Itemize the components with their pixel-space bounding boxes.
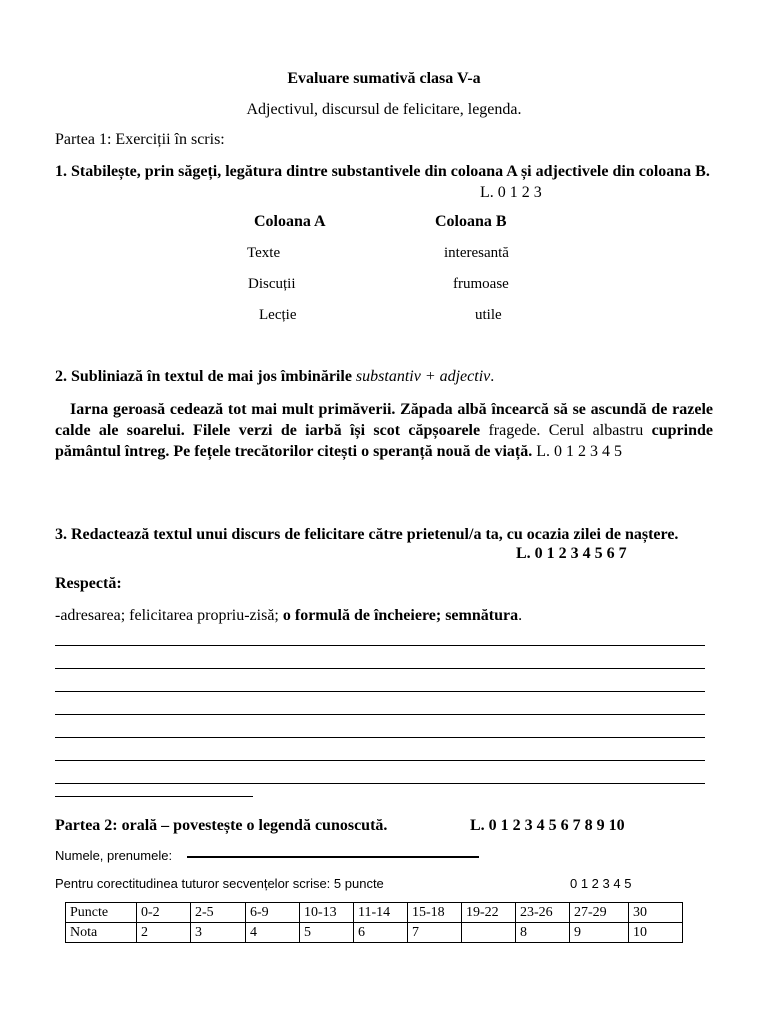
grade-cell: 6 — [354, 923, 408, 943]
grade-cell: 10 — [629, 923, 683, 943]
grades-label: Nota — [66, 923, 137, 943]
writing-line[interactable] — [55, 760, 705, 761]
ex2-italic: substantiv + adjectiv — [355, 368, 491, 385]
grade-cell: 5 — [300, 923, 354, 943]
name-field-line[interactable] — [187, 856, 479, 858]
ex3-instruction — [55, 524, 713, 545]
grade-cell — [462, 923, 516, 943]
points-cell: 11-14 — [354, 903, 408, 923]
grade-cell: 7 — [408, 923, 462, 943]
ex2-end: . — [490, 368, 495, 385]
grade-cell: 8 — [516, 923, 570, 943]
points-cell: 15-18 — [408, 903, 462, 923]
col-a-title: Coloana A — [254, 213, 326, 230]
ex2-score: L. 0 1 2 3 4 5 — [536, 443, 623, 460]
writing-line[interactable] — [55, 668, 705, 669]
writing-line[interactable] — [55, 783, 705, 784]
grade-cell: 9 — [570, 923, 629, 943]
points-cell: 0-2 — [137, 903, 191, 923]
grades-row — [66, 923, 683, 943]
writing-line-short[interactable] — [55, 796, 253, 797]
grade-cell: 4 — [246, 923, 300, 943]
part1-label: Partea 1 — [55, 131, 107, 148]
respect-bold: o formulă de încheiere; semnătura — [282, 607, 519, 624]
points-cell: 23-26 — [516, 903, 570, 923]
part2-score: L. 0 1 2 3 4 5 6 7 8 9 10 — [470, 817, 625, 834]
points-cell: 10-13 — [300, 903, 354, 923]
part2-text: Partea 2: orală – povestește o legendă cunoscută. — [55, 817, 388, 834]
writing-line[interactable] — [55, 737, 705, 738]
ex1-score: L. 0 1 2 3 — [480, 184, 542, 201]
points-cell: 30 — [629, 903, 683, 923]
part2-heading — [55, 817, 387, 835]
points-cell: 27-29 — [570, 903, 629, 923]
points-row — [66, 903, 683, 923]
respect-list — [55, 607, 522, 625]
ex2-paragraph — [55, 399, 713, 462]
ex2-lead: 2. Subliniază în textul de mai jos îmbinările — [55, 368, 356, 385]
respect-normal: -adresarea; felicitarea propriu-zisă; — [55, 607, 283, 624]
col-b-item: interesantă — [444, 245, 509, 261]
writing-line[interactable] — [55, 691, 705, 692]
respect-end: . — [518, 607, 523, 624]
ex3-score: L. 0 1 2 3 4 5 6 7 — [516, 545, 627, 562]
part1-heading — [55, 131, 225, 149]
grade-cell: 3 — [191, 923, 246, 943]
col-b-title: Coloana B — [435, 213, 507, 230]
points-cell: 6-9 — [246, 903, 300, 923]
part1-rest: : Exerciții în scris: — [106, 131, 225, 148]
name-label: Numele, prenumele: — [55, 848, 173, 863]
col-a-item: Lecție — [259, 307, 297, 323]
ex3-text: 3. Redactează textul unui discurs de felicitare către prietenul/a ta, cu ocazia zilei de naștere. — [55, 526, 679, 543]
correctness-text: Pentru corectitudinea tuturor secvențelor scrise: 5 puncte — [55, 876, 384, 891]
correctness-score: 0 1 2 3 4 5 — [570, 876, 632, 891]
ex2-para-normal: fragede. Cerul albastru — [480, 422, 644, 439]
page-subtitle: Adjectivul, discursul de felicitare, legenda. — [246, 101, 522, 118]
writing-line[interactable] — [55, 714, 705, 715]
col-b-item: frumoase — [453, 276, 509, 292]
points-label: Puncte — [66, 903, 137, 923]
grade-cell: 2 — [137, 923, 191, 943]
ex1-text: 1. Stabilește, prin săgeți, legătura dintre substantivele din coloana A și adjectivele din coloana B. — [55, 163, 710, 180]
col-a-item: Texte — [247, 245, 281, 261]
col-b-item: utile — [475, 307, 502, 323]
ex2-para-bold2: cuprinde pământul întreg. Pe fețele trecătorilor citești o speranță nouă de viață. — [55, 422, 714, 460]
writing-line[interactable] — [55, 645, 705, 646]
points-cell: 19-22 — [462, 903, 516, 923]
page-title: Evaluare sumativă clasa V-a — [287, 70, 481, 87]
grade-table — [65, 902, 683, 943]
ex2-instruction — [55, 368, 494, 386]
respect-label: Respectă: — [55, 575, 122, 592]
ex1-instruction — [55, 161, 713, 182]
col-a-item: Discuții — [248, 276, 296, 292]
ex2-para-bold: Iarna geroasă cedează tot mai mult primăverii. Zăpada albă încearcă să se ascundă de razele calde ale soarelui. Filele verzi de iarbă își scot căpșoarele — [55, 401, 713, 439]
points-cell: 2-5 — [191, 903, 246, 923]
